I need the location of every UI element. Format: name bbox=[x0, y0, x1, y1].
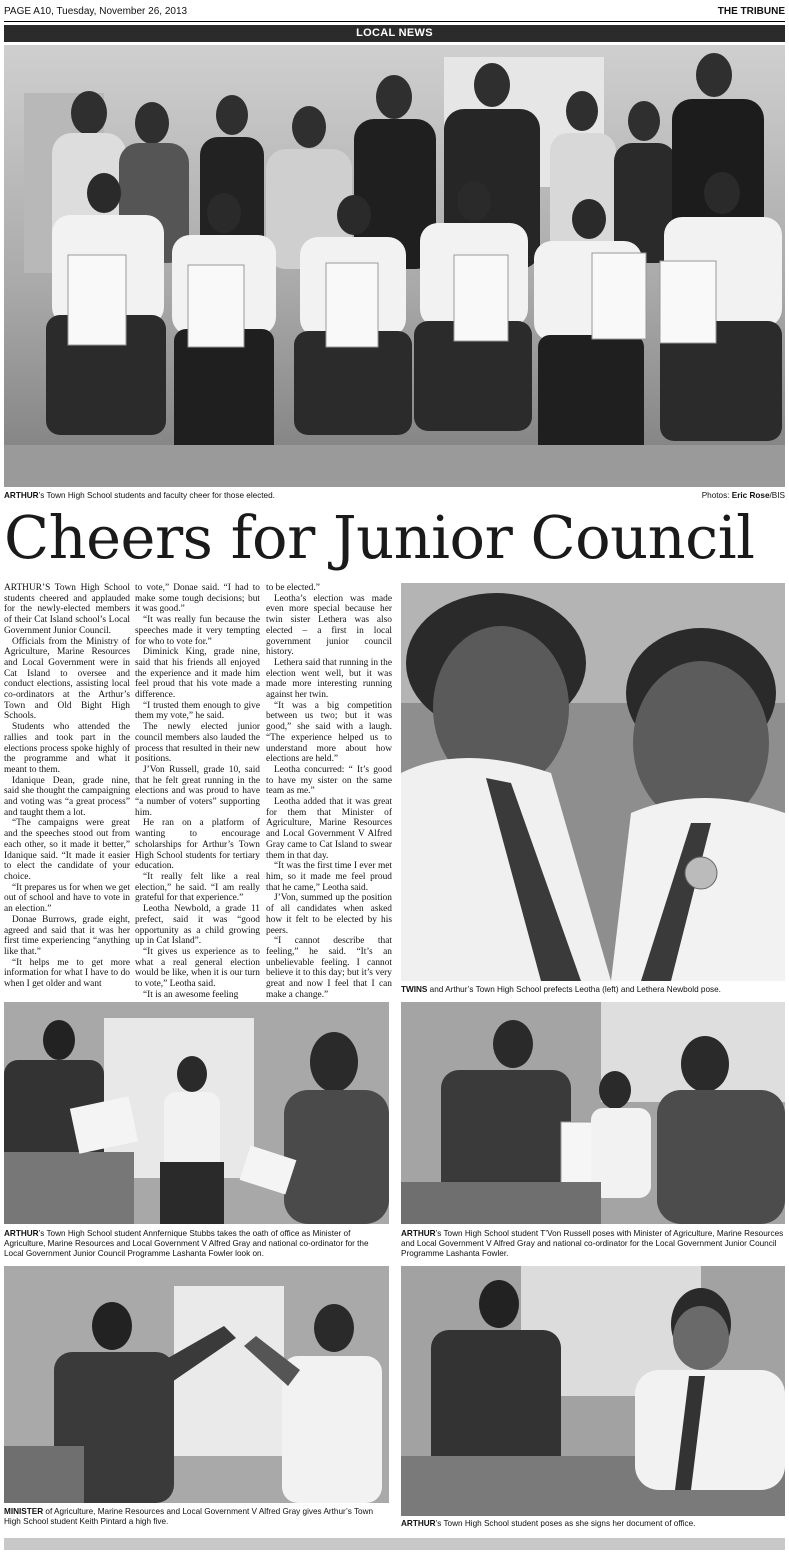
paragraph: Idanique Dean, grade nine, said she thought the campaigning and voting was “a great process” and taught them a lot. bbox=[4, 775, 130, 818]
signing-photo bbox=[401, 1266, 785, 1516]
high-five-photo bbox=[4, 1266, 389, 1503]
paragraph: “I trusted them enough to give them my vote,” he said. bbox=[135, 700, 260, 722]
header-rule bbox=[4, 21, 785, 22]
section-banner: LOCAL NEWS bbox=[4, 25, 785, 42]
paragraph: Students who attended the rallies and took part in the elections process spoke highly of the programme and what it meant to them. bbox=[4, 722, 130, 775]
caption-lead: ARTHUR bbox=[401, 1229, 436, 1238]
caption-text: ’s Town High School students and faculty cheer for those elected. bbox=[38, 491, 275, 500]
paragraph: Leotha’s election was made even more special because her twin sister Lethera was also elected – a first in local government junior council history. bbox=[266, 593, 392, 658]
paragraph: Leotha Newbold, a grade 11 prefect, said it was “good opportunity as a child growing up in Cat Island”. bbox=[135, 904, 260, 947]
caption-text: of Agriculture, Marine Resources and Local Government V Alfred Gray gives Arthur’s Town High School student Keith Pintard a high five. bbox=[4, 1507, 374, 1526]
paragraph: ARTHUR’S Town High School students cheered and applauded for the newly-elected members of their Cat Island school’s Local Government Junior Council. bbox=[4, 583, 130, 636]
caption-lead: MINISTER bbox=[4, 1507, 44, 1516]
page-date: PAGE A10, Tuesday, November 26, 2013 bbox=[4, 6, 188, 17]
tvon-photo-caption bbox=[401, 1229, 785, 1259]
paragraph: “It really felt like a real election,” he said. “I am really grateful for that experience.” bbox=[135, 871, 260, 904]
credit-name: Eric Rose bbox=[731, 491, 770, 500]
paragraph: “It was the first time I ever met him, so it made me feel proud that he came,” Leotha said. bbox=[266, 861, 392, 893]
paragraph: Leotha added that it was great for them that Minister of Agriculture, Marine Resources and Local Government V Alfred Gray came to Cat Island to swear them in that day. bbox=[266, 797, 392, 861]
caption-lead: ARTHUR bbox=[401, 1519, 436, 1528]
signing-photo-caption bbox=[401, 1519, 785, 1529]
high-five-photo-caption bbox=[4, 1507, 389, 1527]
paragraph: J’Von Russell, grade 10, said that he felt great running in the elections and was proud to have “a number of voters” supporting him. bbox=[135, 764, 260, 818]
caption-lead: TWINS bbox=[401, 985, 428, 994]
paragraph: to vote,” Donae said. “I had to make some tough decisions; but it was good.” bbox=[135, 583, 260, 615]
paragraph: “I cannot describe that feeling,” he said. “It’s an unbelievable feeling. I cannot believe it to this day; but it’s very great and now I feel that I can make a change.” bbox=[266, 936, 392, 1000]
caption-lead: ARTHUR bbox=[4, 1229, 39, 1238]
caption-text: ’s Town High School student Annfernique Stubbs takes the oath of office as Minister of Agriculture, Marine Resources and Local Government V Alfred Gray and national co-ordinator for the Local Government Junior Council Programme Lashanta Fowler look on. bbox=[4, 1229, 369, 1258]
paragraph: Diminick King, grade nine, said that his friends all enjoyed the experience and it made him feel proud that his vote made a difference. bbox=[135, 647, 260, 701]
paragraph: He ran on a platform of wanting to encourage scholarships for Arthur’s Town High School students for tertiary education. bbox=[135, 818, 260, 872]
headline: Cheers for Junior Council bbox=[4, 503, 755, 572]
credit-prefix: Photos: bbox=[701, 491, 732, 500]
paragraph: “It gives us experience as to what a real general election would be like, when it is our turn to vote,” Leotha said. bbox=[135, 946, 260, 990]
paragraph: “It was a big competition between us two; but it was good,” she said with a laugh. “The experience helped us to understand more about how elections are held.” bbox=[266, 700, 392, 765]
paragraph: J’Von, summed up the position of all candidates when asked how it felt to be elected by his peers. bbox=[266, 893, 392, 936]
twins-photo bbox=[401, 583, 785, 981]
page-header bbox=[4, 6, 785, 20]
article-column-3 bbox=[266, 583, 392, 1000]
oath-photo bbox=[4, 1002, 389, 1224]
paragraph: “It helps me to get more information for what I have to do when I get older and want bbox=[4, 957, 130, 990]
caption-text: ’s Town High School student poses as she signs her document of office. bbox=[435, 1519, 696, 1528]
caption-text: ’s Town High School student T’Von Russell poses with Minister of Agriculture, Marine Resources and Local Government V Alfred Gray and national co-ordinator for the Local Government Junior Council Programme Lashanta Fowler. bbox=[401, 1229, 784, 1258]
group-photo bbox=[4, 45, 785, 487]
paragraph: The newly elected junior council members also lauded the process that resulted in their new positions. bbox=[135, 722, 260, 765]
credit-suffix: /BIS bbox=[769, 491, 785, 500]
caption-text: and Arthur’s Town High School prefects Leotha (left) and Lethera Newbold pose. bbox=[427, 985, 721, 994]
tvon-photo bbox=[401, 1002, 785, 1224]
caption-lead: ARTHUR bbox=[4, 491, 39, 500]
paragraph: “It is an awesome feeling bbox=[143, 989, 239, 1000]
paragraph: Donae Burrows, grade eight, agreed and said that it was her first time experiencing “anything like that.” bbox=[4, 914, 130, 957]
paragraph: “The campaigns were great and the speeches stood out from each other, so it made it better,” Idanique said. “It made it easier to elect the candidate of your choice. bbox=[4, 818, 130, 882]
paragraph: “It was really fun because the speeches made it very tempting for who to vote for.” bbox=[135, 615, 260, 647]
paragraph: Officials from the Ministry of Agriculture, Marine Resources and Local Government were in Cat Island to oversee and conduct elections, assisting local co-ordinators at the Arthur’s Town and Old Bight High Schools. bbox=[4, 636, 130, 722]
article-column-1 bbox=[4, 583, 130, 990]
paragraph: Leotha concurred: “ It’s good to have my sister on the same team as me.” bbox=[266, 764, 392, 797]
footer-bar bbox=[4, 1538, 785, 1550]
paragraph: to be elected.” bbox=[266, 583, 320, 593]
oath-photo-caption bbox=[4, 1229, 389, 1259]
paragraph: Lethera said that running in the election went well, but it was made more interesting running against her twin. bbox=[266, 657, 392, 701]
article-column-2 bbox=[135, 583, 260, 1000]
twins-photo-caption bbox=[401, 985, 785, 995]
publication-name: THE TRIBUNE bbox=[717, 6, 785, 17]
paragraph: “It prepares us for when we get out of school and have to vote in an election.” bbox=[4, 882, 130, 915]
